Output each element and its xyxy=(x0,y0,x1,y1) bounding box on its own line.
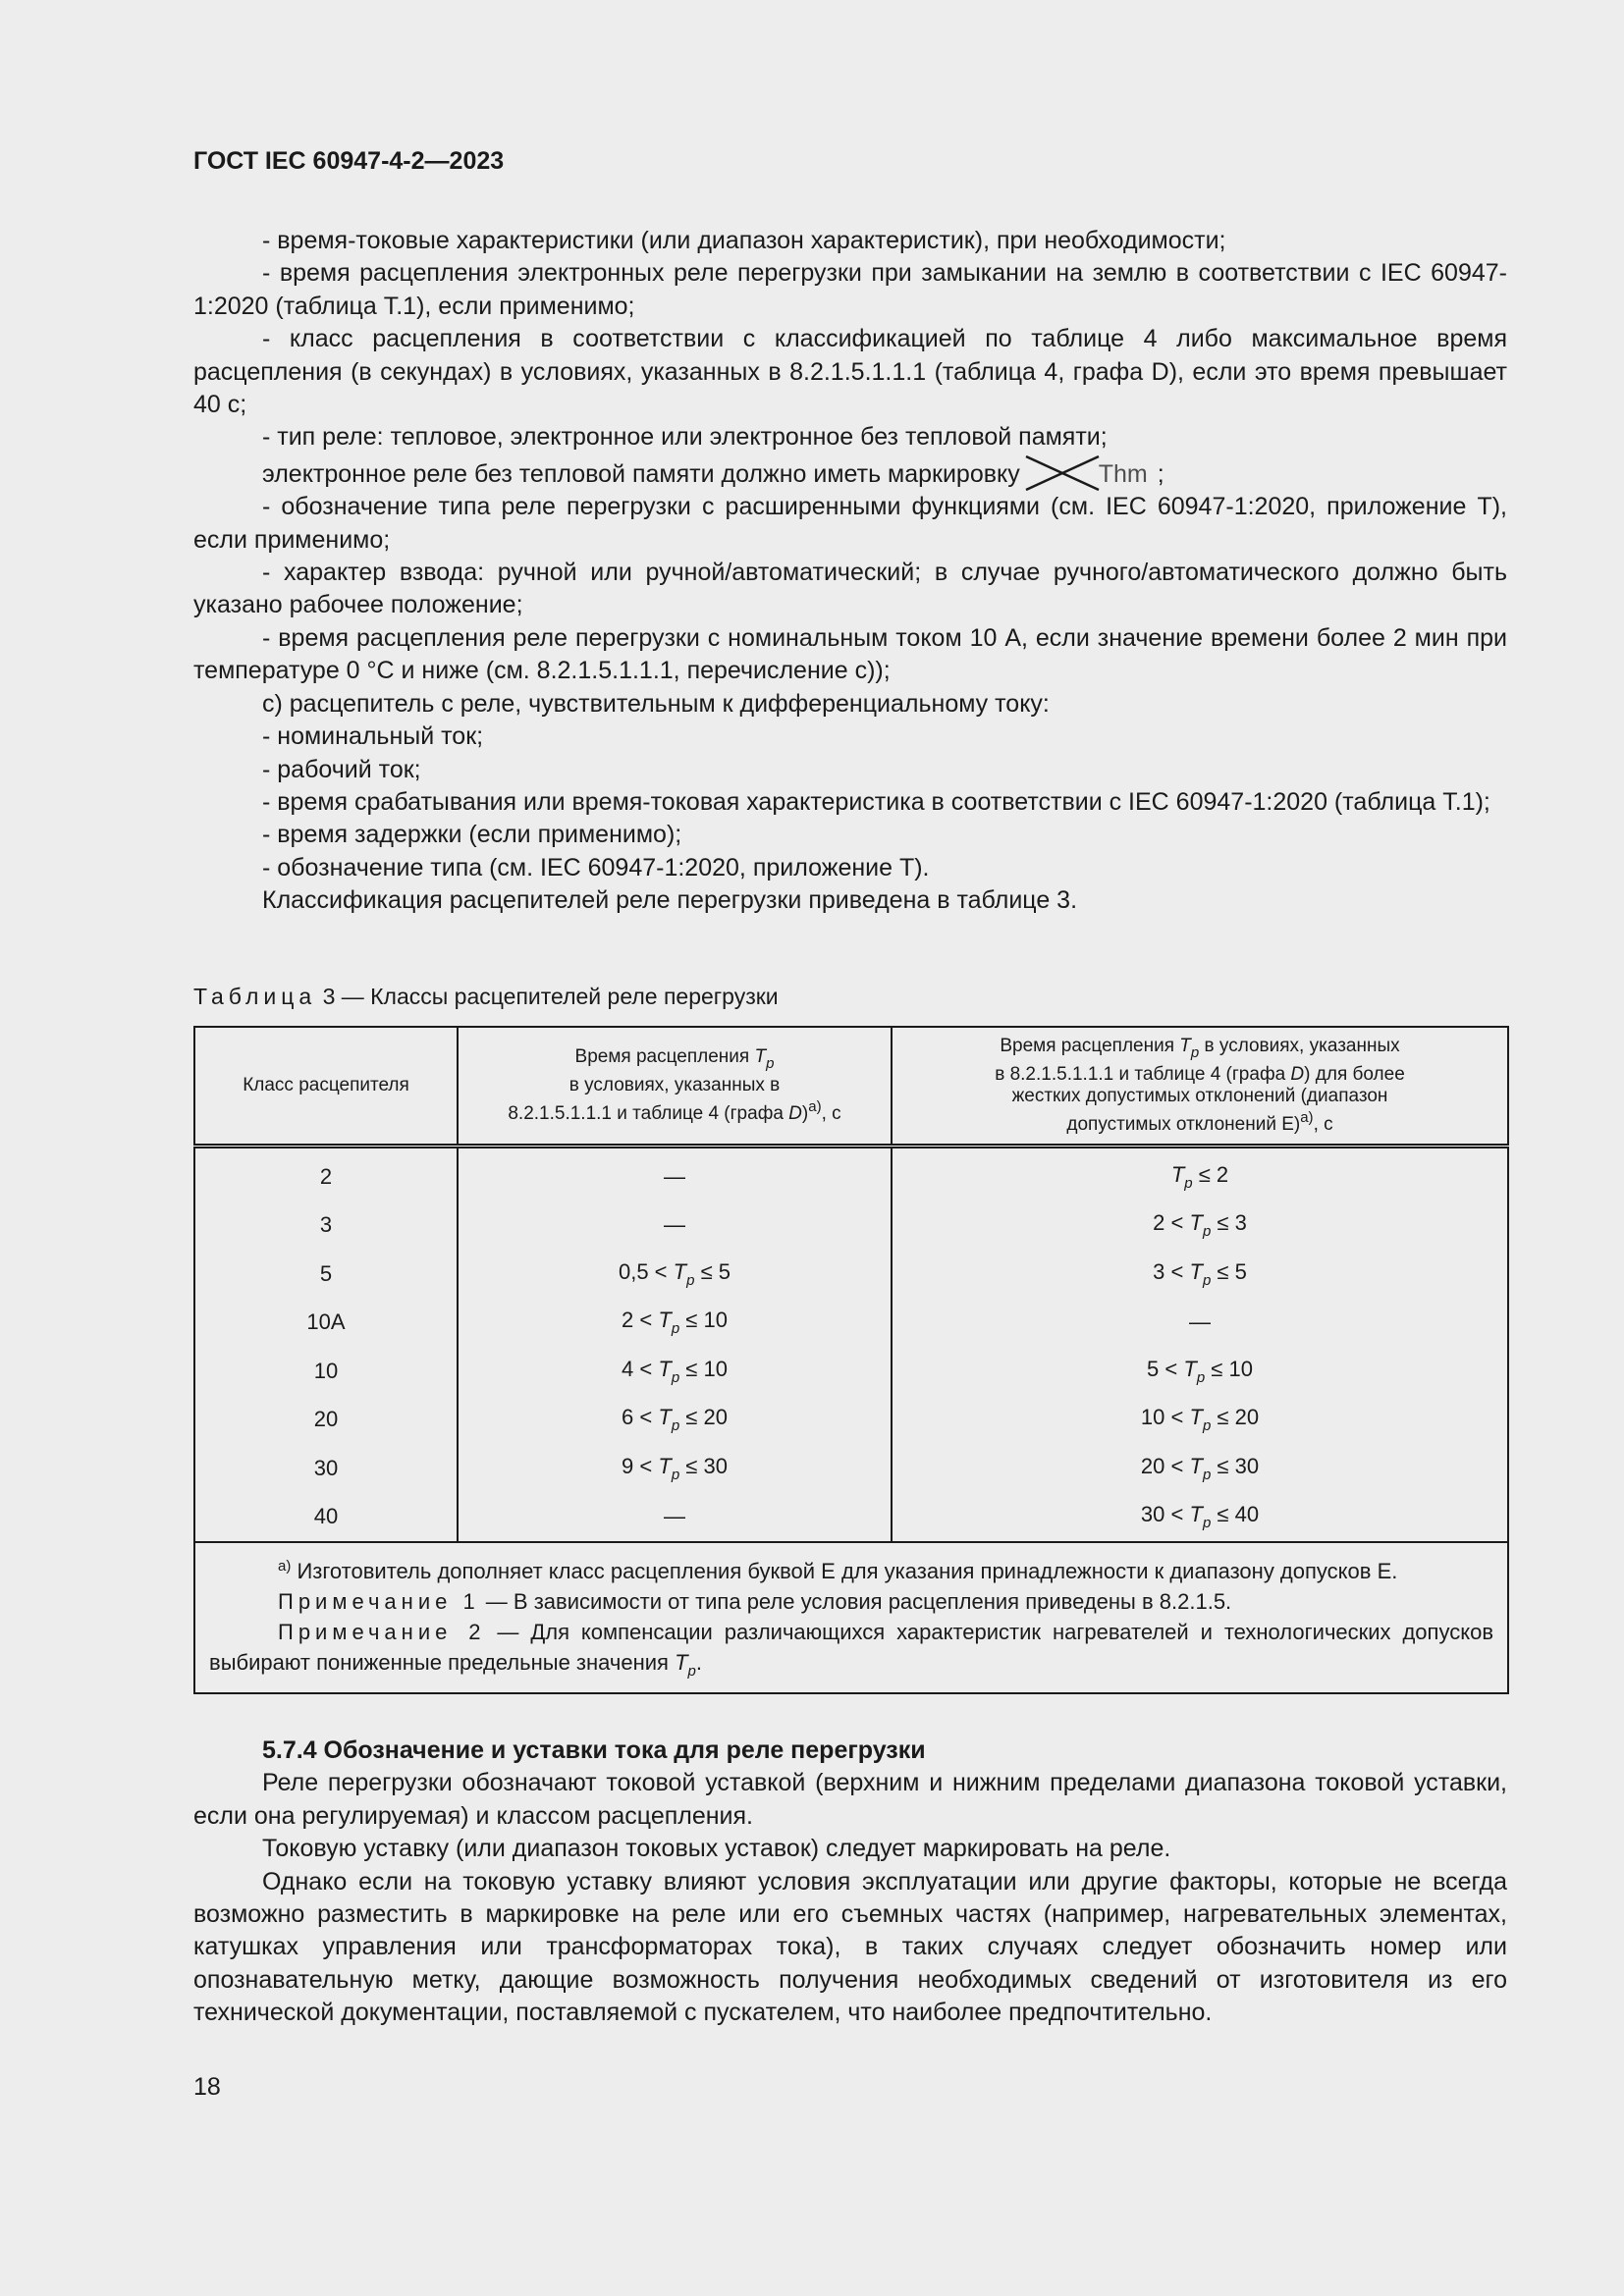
t-symbol: T xyxy=(1189,1210,1203,1236)
range-upper: ≤ 10 xyxy=(685,1308,728,1333)
p-subscript: p xyxy=(1202,1417,1212,1435)
table-row xyxy=(194,1396,1508,1445)
note-end: . xyxy=(695,1650,702,1675)
p-subscript: p xyxy=(1202,1466,1212,1483)
note-label: Примечание 1 xyxy=(278,1589,480,1614)
list-item: - обозначение типа реле перегрузки с расширенными функциями (см. IEC 60947-1:2020, приложение Т), если применимо; xyxy=(193,493,1507,554)
cell-trip-time-tight: — xyxy=(892,1299,1508,1348)
table-notes xyxy=(194,1542,1508,1693)
p-subscript: p xyxy=(766,1055,775,1072)
p-subscript: p xyxy=(1202,1515,1212,1532)
cell-trip-time-tight xyxy=(892,1444,1508,1493)
list-item: - класс расцепления в соответствии с классификацией по таблице 4 либо максимальное время расцепления (в секундах) в условиях, указанных в 8.2.1.5.1.1.1 (таблица 4, графа D), если это время превышает 40 с; xyxy=(193,325,1507,419)
p-subscript: p xyxy=(687,1663,696,1680)
cell-trip-time: — xyxy=(458,1493,892,1543)
list-item: - тип реле: тепловое, электронное или электронное без тепловой памяти; xyxy=(262,423,1108,452)
cell-trip-time xyxy=(458,1250,892,1299)
cell-class: 30 xyxy=(194,1444,458,1493)
table-row xyxy=(194,1444,1508,1493)
list-item: - время задержки (если применимо); xyxy=(262,821,682,849)
marking-text: электронное реле без тепловой памяти должно иметь маркировку xyxy=(262,459,1020,488)
list-item: - время расцепления электронных реле перегрузки при замыкании на землю в соответствии с IEC 60947-1:2020 (таблица Т.1), если применимо; xyxy=(193,259,1507,320)
header-text: Время расцепления xyxy=(1000,1036,1175,1056)
thm-marking-symbol xyxy=(1026,458,1152,491)
p-subscript: p xyxy=(1202,1223,1212,1241)
t-symbol: T xyxy=(673,1258,687,1284)
section-heading: 5.7.4 Обозначение и уставки тока для реле перегрузки xyxy=(262,1736,926,1764)
col-header-trip-time-tight xyxy=(892,1027,1508,1147)
range-upper: ≤ 10 xyxy=(685,1356,728,1381)
range-lower: 4 < xyxy=(622,1356,653,1381)
cell-trip-time: — xyxy=(458,1201,892,1251)
p-subscript: p xyxy=(671,1368,680,1386)
range-upper: ≤ 20 xyxy=(1217,1405,1260,1430)
cell-class: 2 xyxy=(194,1147,458,1201)
range-upper: ≤ 20 xyxy=(685,1405,728,1430)
p-subscript: p xyxy=(671,1466,680,1483)
range-upper: ≤ 30 xyxy=(1217,1453,1260,1478)
cell-trip-time-tight xyxy=(892,1201,1508,1251)
p-subscript: p xyxy=(686,1271,695,1289)
section-paragraph: Токовую уставку (или диапазон токовых уставок) следует маркировать на реле. xyxy=(262,1835,1171,1863)
t-symbol: T xyxy=(1170,1161,1185,1187)
range-upper: ≤ 2 xyxy=(1198,1161,1229,1187)
p-subscript: p xyxy=(671,1417,680,1435)
footnote-ref: а) xyxy=(1300,1109,1314,1126)
table-row xyxy=(194,1201,1508,1251)
list-item: - время срабатывания или время-токовая характеристика в соответствии с IEC 60947-1:2020 (таблица Т.1); xyxy=(262,787,1490,816)
cell-trip-time xyxy=(458,1444,892,1493)
t-symbol: T xyxy=(754,1046,767,1067)
note-text: — Для компенсации различающихся характеристик нагревателей и технологических допусков выбирают пониженные предельные значения xyxy=(209,1620,1494,1675)
cell-trip-time-tight xyxy=(892,1250,1508,1299)
p-subscript: p xyxy=(1202,1271,1212,1289)
list-item: Классификация расцепителей реле перегрузки приведена в таблице 3. xyxy=(262,886,1078,915)
note-text: — В зависимости от типа реле условия расцепления приведены в 8.2.1.5. xyxy=(479,1589,1232,1614)
cell-class: 10A xyxy=(194,1299,458,1348)
table-row xyxy=(194,1147,1508,1201)
range-lower: 0,5 < xyxy=(618,1258,668,1284)
range-upper: ≤ 30 xyxy=(685,1453,728,1478)
table-note-1 xyxy=(209,1586,1493,1617)
section-paragraph: Однако если на токовую уставку влияют условия эксплуатации или другие факторы, которые не всегда возможно разместить в маркировке на реле или его съемных частях (например, нагревательных элементах, катушках управления или трансформаторах тока), в таких случаях следует обозначить номер или опознавательную метку, дающие возможность получения необходимых сведений от изготовителя из его технической документации, поставляемой с пускателем, что наиболее предпочтительно. xyxy=(193,1867,1507,2027)
list-item: - рабочий ток; xyxy=(262,755,421,783)
trip-class-table xyxy=(193,1026,1509,1694)
header-text: жестких допустимых отклонений (диапазон xyxy=(1011,1086,1388,1106)
t-symbol: T xyxy=(1179,1036,1191,1056)
cell-class: 3 xyxy=(194,1201,458,1251)
paren: ) xyxy=(1304,1064,1311,1085)
p-subscript: p xyxy=(1196,1368,1206,1386)
t-symbol: T xyxy=(658,1308,672,1333)
p-subscript: p xyxy=(671,1320,680,1338)
list-item: - характер взвода: ручной или ручной/автоматический; в случае ручного/автоматического должно быть указано рабочее положение; xyxy=(193,559,1507,619)
footnote-text: Изготовитель дополняет класс расцепления буквой Е для указания принадлежности к диапазону допусков Е. xyxy=(297,1559,1398,1583)
range-lower: 3 < xyxy=(1153,1258,1184,1284)
range-lower: 30 < xyxy=(1140,1502,1184,1527)
list-item: с) расцепитель с реле, чувствительным к дифференциальному току: xyxy=(262,689,1050,718)
footnote-ref: а) xyxy=(808,1098,822,1115)
range-lower: 2 < xyxy=(1153,1210,1184,1236)
table-caption-label: Таблица xyxy=(193,984,317,1009)
list-item: - номинальный ток; xyxy=(262,722,484,751)
cell-trip-time-tight xyxy=(892,1347,1508,1396)
list-item: - время-токовые характеристики (или диапазон характеристик), при необходимости; xyxy=(262,227,1226,254)
table-row xyxy=(194,1493,1508,1543)
t-symbol: T xyxy=(675,1650,688,1675)
t-symbol: T xyxy=(1189,1258,1203,1284)
d-symbol: D xyxy=(1290,1064,1305,1085)
header-text: для более xyxy=(1315,1064,1405,1085)
header-text: в условиях, указанных в xyxy=(568,1075,781,1095)
cell-trip-time: — xyxy=(458,1147,892,1201)
cell-trip-time-tight xyxy=(892,1147,1508,1201)
thm-symbol-text: Thm xyxy=(1098,459,1148,488)
table-caption xyxy=(193,984,779,1010)
header-text: Класс расцепителя xyxy=(243,1075,409,1095)
range-upper: ≤ 5 xyxy=(700,1258,731,1284)
d-symbol: D xyxy=(788,1103,802,1124)
header-text: в условиях, указанных xyxy=(1204,1036,1400,1056)
t-symbol: T xyxy=(658,1453,672,1478)
unit-text: , с xyxy=(821,1103,841,1124)
range-lower: 10 < xyxy=(1140,1405,1184,1430)
header-text: 8.2.1.5.1.1.1 и таблице 4 (графа xyxy=(508,1103,784,1124)
note-label: Примечание 2 xyxy=(278,1620,486,1644)
header-text: допустимых отклонений Е) xyxy=(1066,1114,1301,1135)
range-upper: ≤ 5 xyxy=(1217,1258,1247,1284)
document-header: ГОСТ IEC 60947-4-2—2023 xyxy=(193,147,505,175)
cell-trip-time xyxy=(458,1396,892,1445)
marking-line xyxy=(193,458,1507,491)
cell-trip-time-tight xyxy=(892,1396,1508,1445)
range-lower: 20 < xyxy=(1140,1453,1184,1478)
cell-trip-time xyxy=(458,1299,892,1348)
unit-text: , с xyxy=(1313,1114,1333,1135)
range-lower: 2 < xyxy=(622,1308,653,1333)
list-item: - время расцепления реле перегрузки с номинальным током 10 А, если значение времени более 2 мин при температуре 0 °С и ниже (см. 8.2.1.5.1.1.1, перечисление с)); xyxy=(193,623,1507,685)
cell-class: 5 xyxy=(194,1250,458,1299)
p-subscript: p xyxy=(1184,1174,1193,1192)
table-row xyxy=(194,1347,1508,1396)
p-subscript: p xyxy=(1190,1044,1200,1061)
cell-trip-time xyxy=(458,1347,892,1396)
range-upper: ≤ 3 xyxy=(1217,1210,1247,1236)
section-paragraph: Реле перегрузки обозначают токовой уставкой (верхним и нижним пределами диапазона токовой уставки, если она регулируемая) и классом расцепления. xyxy=(193,1769,1507,1830)
t-symbol: T xyxy=(658,1356,672,1381)
t-symbol: T xyxy=(1183,1356,1197,1381)
header-text: в 8.2.1.5.1.1.1 и таблице 4 (графа xyxy=(995,1064,1286,1085)
t-symbol: T xyxy=(1189,1502,1203,1527)
strike-cross-icon xyxy=(1020,451,1105,496)
t-symbol: T xyxy=(1189,1453,1203,1478)
list-item: - обозначение типа (см. IEC 60947-1:2020, приложение Т). xyxy=(262,853,930,881)
table-row xyxy=(194,1250,1508,1299)
table-note-2 xyxy=(209,1617,1493,1686)
paren: ) xyxy=(801,1103,809,1124)
range-upper: ≤ 10 xyxy=(1211,1356,1253,1381)
footnote-mark: а) xyxy=(278,1558,292,1575)
col-header-class xyxy=(194,1027,458,1147)
cell-class: 40 xyxy=(194,1493,458,1543)
t-symbol: T xyxy=(658,1405,672,1430)
range-upper: ≤ 40 xyxy=(1217,1502,1260,1527)
range-lower: 6 < xyxy=(622,1405,653,1430)
t-symbol: T xyxy=(1189,1405,1203,1430)
page-number: 18 xyxy=(193,2073,221,2101)
marking-suffix: ; xyxy=(1157,459,1164,488)
table-row xyxy=(194,1299,1508,1348)
cell-class: 10 xyxy=(194,1347,458,1396)
col-header-trip-time xyxy=(458,1027,892,1147)
range-lower: 5 < xyxy=(1147,1356,1178,1381)
body-text-top xyxy=(193,225,1507,918)
table-caption-text: 3 — Классы расцепителей реле перегрузки xyxy=(322,984,779,1009)
table-footnote xyxy=(209,1551,1493,1586)
range-lower: 9 < xyxy=(622,1453,653,1478)
header-text: Время расцепления xyxy=(574,1046,750,1067)
section-5-7-4 xyxy=(193,1735,1507,2030)
cell-trip-time-tight xyxy=(892,1493,1508,1543)
cell-class: 20 xyxy=(194,1396,458,1445)
